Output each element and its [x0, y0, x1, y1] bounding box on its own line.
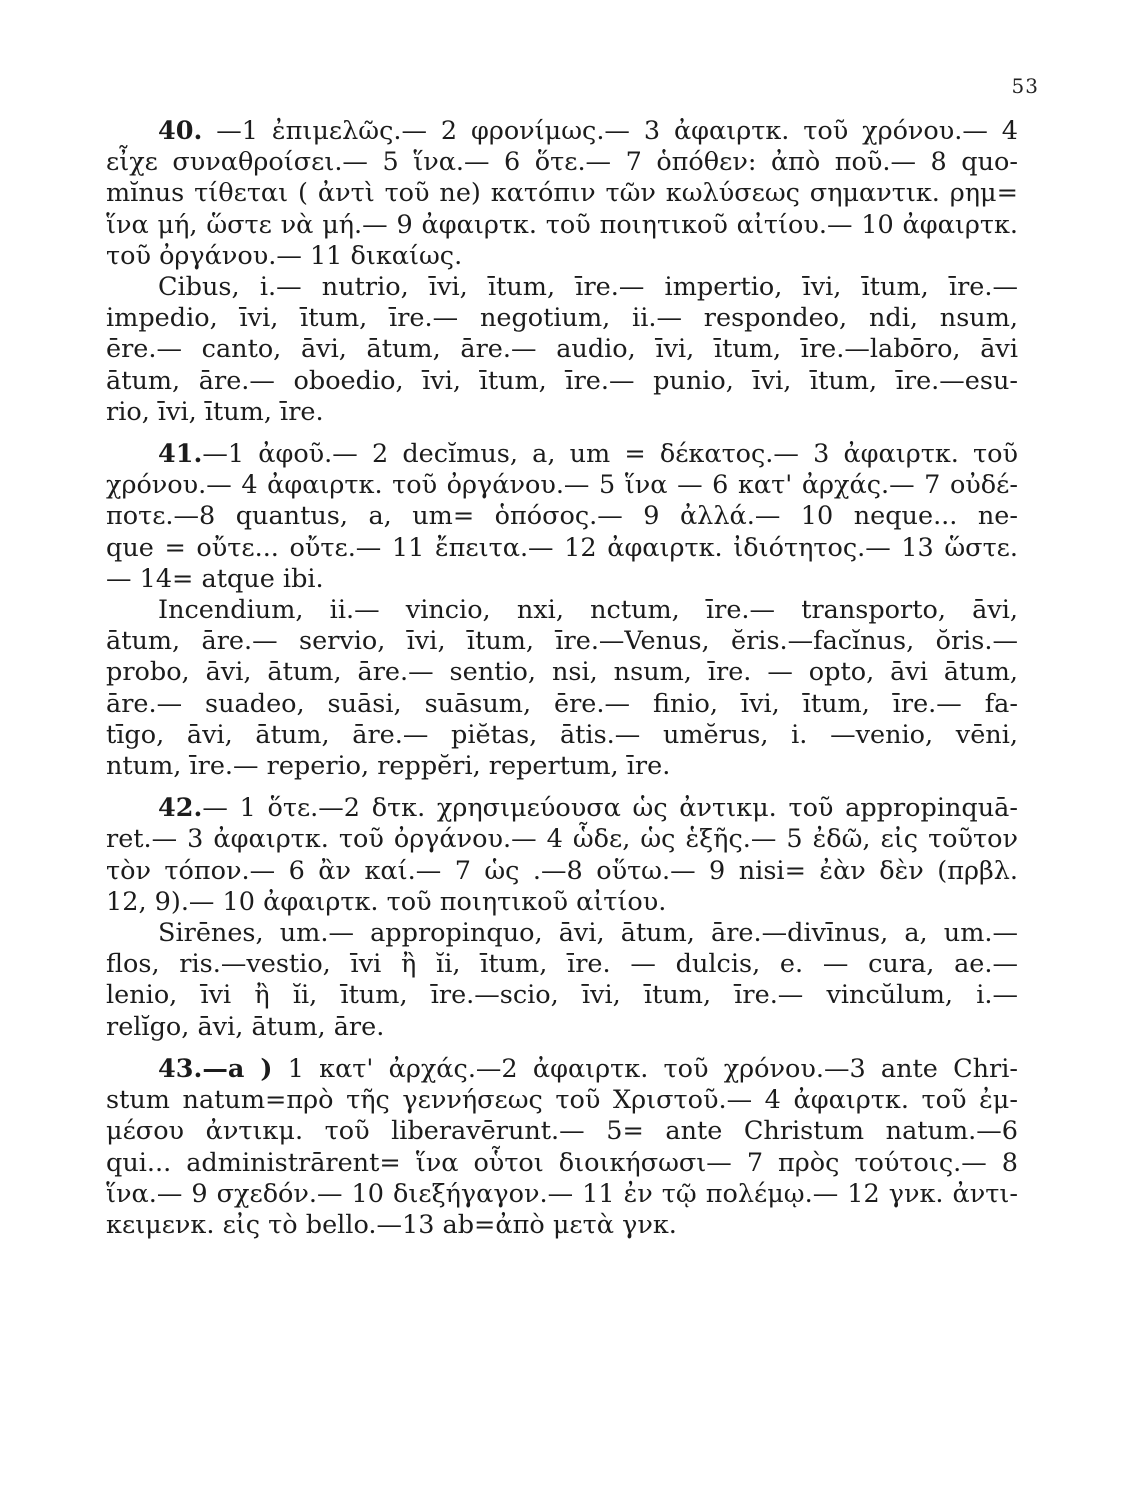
vocab-line: ntum, īre.— reperio, reppĕri, repertum, īre. — [106, 751, 671, 782]
section-line: κειμενκ. εἰς τὸ bello.—13 ab=ἀπὸ μετὰ γνκ. — [106, 1209, 677, 1240]
section-line: mĭnus τίθεται ( ἀντὶ τοῦ ne) κατόπιν τῶν κωλύσεως σημαντικ. ρημ= — [106, 178, 1018, 209]
section-number: 43. — [158, 1053, 203, 1084]
section-line: τοῦ ὀργάνου.— 11 δικαίως. — [106, 240, 463, 271]
vocab-line: Cibus, i.— nutrio, īvi, ītum, īre.— impertio, īvi, ītum, īre.— — [158, 272, 1018, 303]
vocab-line: ātum, āre.— servio, īvi, ītum, īre.—Venus, ĕris.—facĭnus, ŏris.— — [106, 626, 1018, 657]
section-43 — [106, 1054, 1018, 1241]
section-gap — [106, 428, 1018, 439]
section-line: εἶχε συναθροίσει.— 5 ἵνα.— 6 ὅτε.— 7 ὁπόθεν: ἀπὸ ποῦ.— 8 quo- — [106, 147, 1018, 178]
section-line: μέσου ἀντικμ. τοῦ liberavērunt.— 5= ante Christum natum.—6 — [106, 1116, 1018, 1147]
section-line: 41.—1 ἀφοῦ.— 2 decĭmus, a, um = δέκατος.— 3 ἀφαιρτκ. τοῦ — [158, 439, 1018, 470]
section-41 — [106, 439, 1018, 782]
section-line: 12, 9).— 10 ἀφαιρτκ. τοῦ ποιητικοῦ αἰτίου. — [106, 886, 667, 917]
vocab-line: ēre.— canto, āvi, ātum, āre.— audio, īvi, ītum, īre.—labōro, āvi — [106, 334, 1018, 365]
section-line: τὸν τόπον.— 6 ἂν καί.— 7 ὡς .—8 οὕτω.— 9 nisi= ἐὰν δὲν (πρβλ. — [106, 855, 1018, 886]
vocab-line: probo, āvi, ātum, āre.— sentio, nsi, nsum, īre. — opto, āvi ātum, — [106, 657, 1018, 688]
vocab-line: impedio, īvi, ītum, īre.— negotium, ii.— respondeo, ndi, nsum, — [106, 303, 1018, 334]
section-number: 41. — [158, 439, 203, 470]
section-line: ret.— 3 ἀφαιρτκ. τοῦ ὀργάνου.— 4 ὧδε, ὡς ἑξῆς.— 5 ἐδῶ, εἰς τοῦτον — [106, 824, 1018, 855]
section-line: 42.— 1 ὅτε.—2 δτκ. χρησιμεύουσα ὡς ἀντικμ. τοῦ appropinquā- — [158, 793, 1018, 824]
vocab-line: ātum, āre.— oboedio, īvi, ītum, īre.— punio, īvi, ītum, īre.—esu- — [106, 365, 1018, 396]
vocab-line: rio, īvi, ītum, īre. — [106, 396, 324, 427]
section-line: ποτε.—8 quantus, a, um= ὁπόσος.— 9 ἀλλά.— 10 neque... ne- — [106, 501, 1018, 532]
vocab-line: relĭgo, āvi, ātum, āre. — [106, 1011, 385, 1042]
section-number: 42. — [158, 793, 203, 824]
section-40 — [106, 116, 1018, 428]
section-gap — [106, 1043, 1018, 1054]
section-line: 43.—a ) 1 κατ' ἀρχάς.—2 ἀφαιρτκ. τοῦ χρόνου.—3 ante Chri- — [158, 1053, 1018, 1084]
section-42 — [106, 793, 1018, 1043]
vocab-line: lenio, īvi ἢ ĭi, ītum, īre.—scio, īvi, ītum, īre.— vincŭlum, i.— — [106, 980, 1018, 1011]
section-line: que = οὔτε... οὔτε.— 11 ἔπειτα.— 12 ἀφαιρτκ. ἰδιότητος.— 13 ὥστε. — [106, 532, 1018, 563]
vocab-line: flos, ris.—vestio, īvi ἢ ĭi, ītum, īre. — dulcis, e. — cura, ae.— — [106, 949, 1018, 980]
vocab-line: Incendium, ii.— vincio, nxi, nctum, īre.— transporto, āvi, — [158, 595, 1018, 626]
page-text — [106, 116, 1018, 1241]
vocab-line: tīgo, āvi, ātum, āre.— piĕtas, ātis.— umĕrus, i. —venio, vēni, — [106, 719, 1018, 750]
vocab-line: āre.— suadeo, suāsi, suāsum, ēre.— finio, īvi, ītum, īre.— fa- — [106, 688, 1018, 719]
section-line: — 14= atque ibi. — [106, 563, 324, 594]
section-line: ἵνα.— 9 σχεδόν.— 10 διεξήγαγον.— 11 ἐν τῷ πολέμῳ.— 12 γνκ. ἀντι- — [106, 1178, 1018, 1209]
section-line: ἵνα μή, ὥστε νὰ μή.— 9 ἀφαιρτκ. τοῦ ποιητικοῦ αἰτίου.— 10 ἀφαιρτκ. — [106, 209, 1018, 240]
section-number: 40. — [158, 116, 203, 146]
section-line: stum natum=πρὸ τῆς γεννήσεως τοῦ Χριστοῦ.— 4 ἀφαιρτκ. τοῦ ἐμ- — [106, 1085, 1018, 1116]
subpart-label: —a ) — [202, 1053, 273, 1084]
page-number: 53 — [1011, 74, 1039, 98]
section-line: qui... administrārent= ἵνα οὗτοι διοικήσωσι— 7 πρὸς τούτοις.— 8 — [106, 1147, 1018, 1178]
section-line: 40. —1 ἐπιμελῶς.— 2 φρονίμως.— 3 ἀφαιρτκ. τοῦ χρόνου.— 4 — [158, 116, 1018, 146]
section-line: χρόνου.— 4 ἀφαιρτκ. τοῦ ὀργάνου.— 5 ἵνα — 6 κατ' ἀρχάς.— 7 οὐδέ- — [106, 470, 1018, 501]
vocab-line: Sirēnes, um.— appropinquo, āvi, ātum, āre.—divīnus, a, um.— — [158, 918, 1018, 949]
section-gap — [106, 782, 1018, 793]
